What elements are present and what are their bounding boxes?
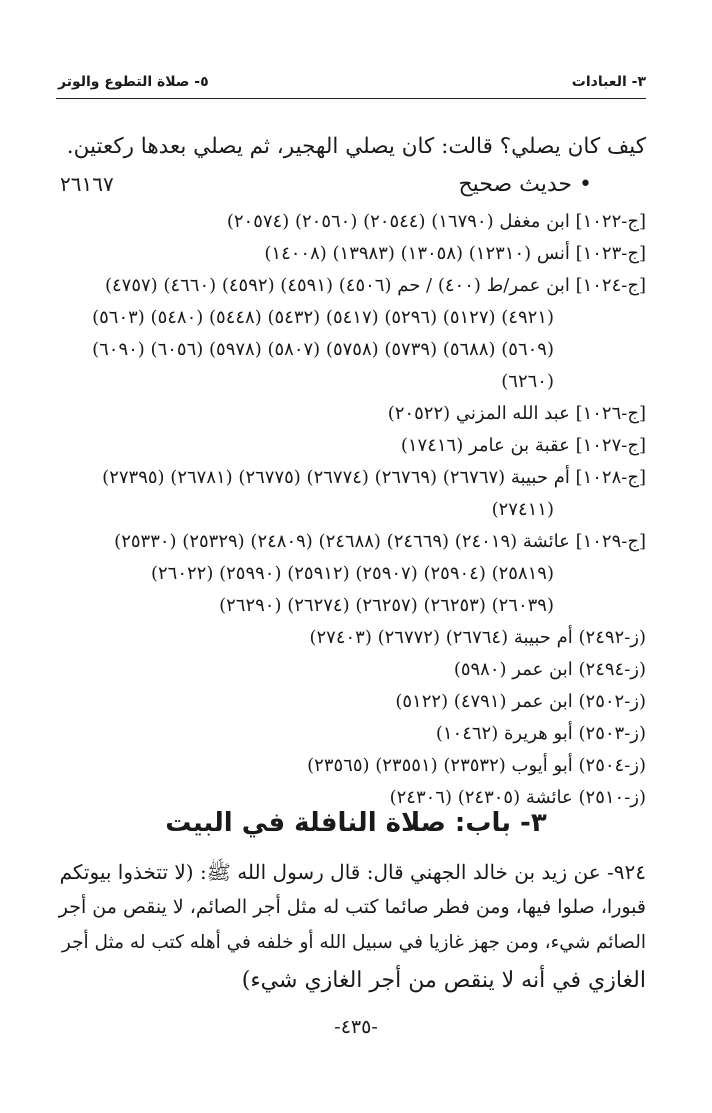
ref-line: (ز-٢٤٩٢) أم حبيبة (٢٦٧٦٤) (٢٦٧٧٢) (٢٧٤٠٣): [309, 627, 646, 648]
section-header: ٥- صلاة التطوع والوتر: [58, 74, 209, 90]
hadith-line: الغازي في أنه لا ينقص من أجر الغازي شيء): [241, 968, 646, 993]
ref-line: [ج-١٠٢٣] أنس (١٢٣١٠) (١٣٠٥٨) (١٣٩٨٣) (١٤٠٠٨): [264, 243, 646, 264]
ref-line: (٢٧٤١١): [491, 499, 554, 520]
hadith-line: قبورا، صلوا فيها، ومن فطر صائما كتب له مثل أجر الصائم، لا ينقص من أجر: [58, 896, 646, 918]
ref-line: (ز-٢٥٠٤) أبو أيوب (٢٣٥٣٢) (٢٣٥٥١) (٢٣٥٦٥): [307, 755, 646, 776]
ref-line: [ج-١٠٢٦] عبد الله المزني (٢٠٥٢٢): [387, 403, 646, 424]
ref-line: [ج-١٠٢٨] أم حبيبة (٢٦٧٦٧) (٢٦٧٦٩) (٢٦٧٧٤) (٢٦٧٧٥) (٢٦٧٨١) (٢٧٣٩٥): [102, 467, 646, 488]
ref-line: (ز-٢٥١٠) عائشة (٢٤٣٠٥) (٢٤٣٠٦): [389, 787, 646, 808]
ref-line: (٤٩٢١) (٥١٢٧) (٥٢٩٦) (٥٤١٧) (٥٤٣٢) (٥٤٤٨) (٥٤٨٠) (٥٦٠٣): [92, 307, 554, 328]
ref-line: (٢٦٠٣٩) (٢٦٢٥٣) (٢٦٢٥٧) (٢٦٢٧٤) (٢٦٢٩٠): [219, 595, 554, 616]
hadith-line: الصائم شيء، ومن جهز غازيا في سبيل الله أو خلفه في أهله كتب له مثل أجر: [61, 932, 646, 953]
ref-line: [ج-١٠٢٤] ابن عمر/ط (٤٠٠) / حم (٤٥٠٦) (٤٥٩١) (٤٥٩٢) (٤٦٦٠) (٤٧٥٧): [104, 275, 646, 296]
chapter-header: ٣- العبادات: [571, 74, 646, 90]
ref-line: (٥٦٠٩) (٥٦٨٨) (٥٧٣٩) (٥٧٥٨) (٥٨٠٧) (٥٩٧٨) (٦٠٥٦) (٦٠٩٠): [92, 339, 554, 360]
ref-line: (ز-٢٥٠٣) أبو هريرة (١٠٤٦٢): [435, 723, 646, 744]
ref-line: (٢٥٨١٩) (٢٥٩٠٤) (٢٥٩٠٧) (٢٥٩١٢) (٢٥٩٩٠) (٢٦٠٢٢): [150, 563, 554, 584]
intro-line: كيف كان يصلي؟ قالت: كان يصلي الهجير، ثم يصلي بعدها ركعتين.: [66, 134, 646, 159]
ref-line: [ج-١٠٢٩] عائشة (٢٤٠١٩) (٢٤٦٦٩) (٢٤٦٨٨) (٢٤٨٠٩) (٢٥٣٢٩) (٢٥٣٣٠): [114, 531, 646, 552]
ref-line: (ز-٢٤٩٤) ابن عمر (٥٩٨٠): [453, 659, 646, 680]
section-heading: ٣- باب: صلاة النافلة في البيت: [165, 808, 547, 838]
header-divider: [56, 98, 646, 99]
hadith-line: ٩٢٤- عن زيد بن خالد الجهني قال: قال رسول الله ﷺ: (لا تتخذوا بيوتكم: [59, 860, 646, 884]
page-number: -٤٣٥-: [334, 1016, 378, 1038]
ref-line: (٦٢٦٠): [501, 371, 554, 392]
ref-line: [ج-١٠٢٢] ابن مغفل (١٦٧٩٠) (٢٠٥٤٤) (٢٠٥٦٠) (٢٠٥٧٤): [226, 211, 646, 232]
hadith-grade: • حديث صحيح: [458, 172, 592, 197]
ref-line: (ز-٢٥٠٢) ابن عمر (٤٧٩١) (٥١٢٢): [395, 691, 646, 712]
ref-line: [ج-١٠٢٧] عقبة بن عامر (١٧٤١٦): [400, 435, 646, 456]
reference-number: ٢٦١٦٧: [60, 172, 114, 196]
